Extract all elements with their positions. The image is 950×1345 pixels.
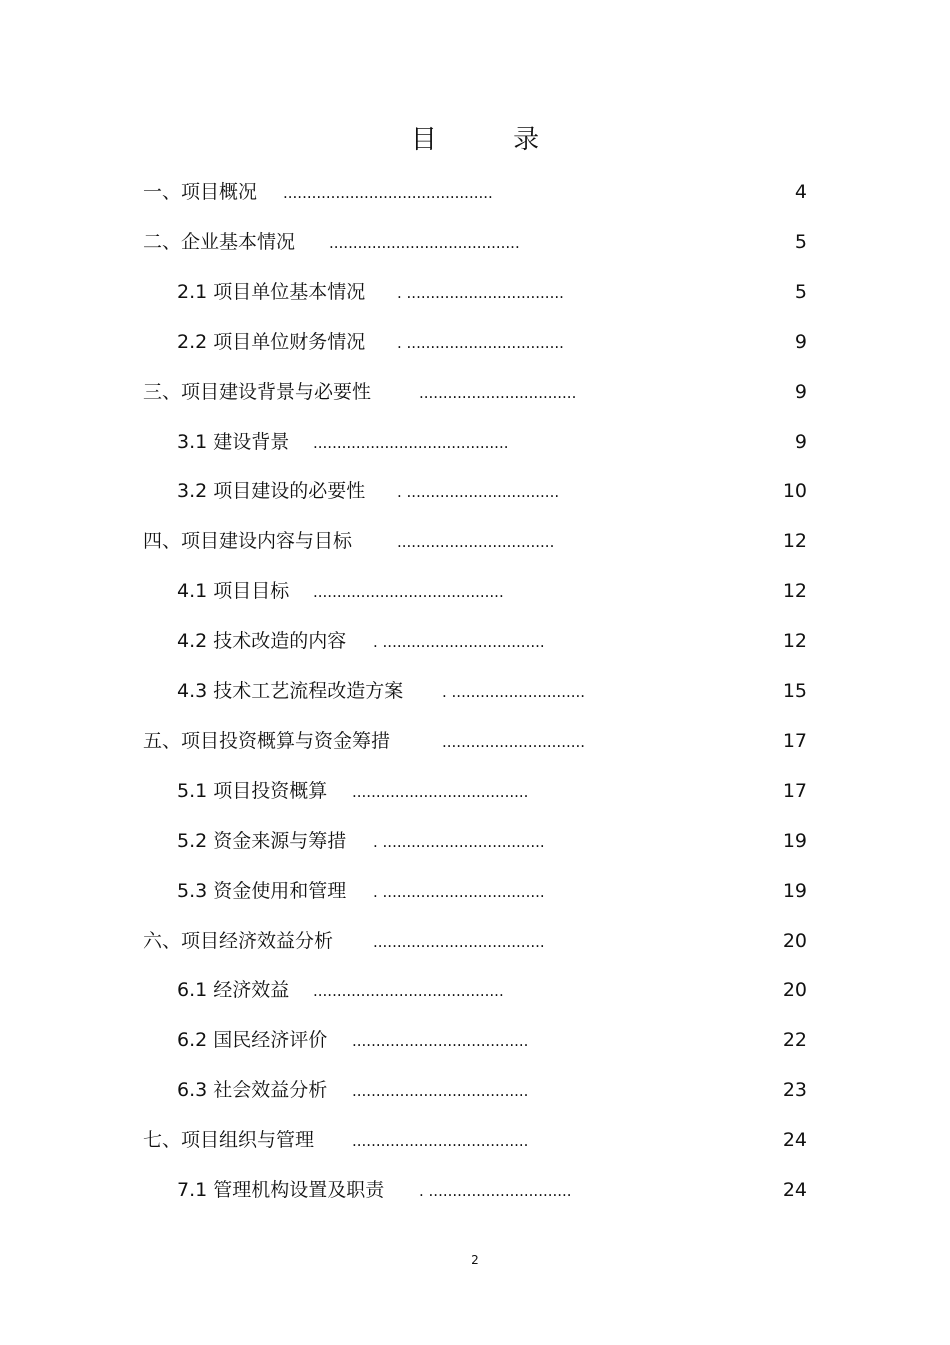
toc-entry-leader: ............................................ (283, 184, 493, 202)
toc-entry-page: 17 (782, 779, 807, 802)
toc-entry-label: 4.2 技术改造的内容 (177, 630, 347, 653)
toc-entry-leader: ........................................ (329, 233, 520, 252)
toc-entry[interactable] (0, 327, 950, 357)
toc-entry-page: 20 (782, 979, 807, 1002)
toc-entry[interactable] (0, 576, 950, 606)
toc-entry-label: 7.1 管理机构设置及职责 (177, 1179, 385, 1201)
toc-entry-leader: ..................................... (352, 1032, 529, 1051)
toc-entry-page: 20 (782, 929, 807, 952)
toc-entry-leader: . ............................ (442, 683, 586, 701)
toc-entry[interactable] (0, 526, 950, 556)
toc-entry-page: 12 (782, 530, 807, 553)
toc-entry-leader: ..................................... (352, 1132, 529, 1151)
toc-entry-label: 一、项目概况 (143, 181, 258, 203)
toc-entry[interactable] (0, 277, 950, 307)
toc-entry-leader: . .................................. (373, 832, 545, 851)
toc-entry-page: 19 (782, 879, 807, 902)
toc-entry[interactable] (0, 826, 950, 856)
toc-entry[interactable] (0, 1175, 950, 1205)
toc-title: 目 录 (410, 125, 574, 155)
toc-entry-label: 二、企业基本情况 (143, 230, 296, 253)
toc-entry-label: 四、项目建设内容与目标 (143, 530, 353, 553)
toc-entry-label: 五、项目投资概算与资金筹措 (143, 729, 391, 752)
toc-entry-page: 12 (782, 580, 807, 603)
toc-entry[interactable] (0, 926, 950, 956)
toc-entry-page: 4 (794, 181, 807, 203)
toc-entry-leader: . .................................. (373, 882, 545, 901)
toc-entry-page: 5 (794, 230, 807, 253)
toc-entry-leader: . ................................. (397, 283, 564, 302)
toc-entry[interactable] (0, 177, 950, 207)
toc-entry-page: 15 (782, 680, 807, 702)
toc-entry[interactable] (0, 1125, 950, 1155)
toc-entry[interactable] (0, 876, 950, 906)
toc-entry[interactable] (0, 676, 950, 706)
toc-entry-label: 4.3 技术工艺流程改造方案 (177, 680, 404, 702)
toc-entry-page: 9 (794, 430, 807, 453)
toc-entry[interactable] (0, 1075, 950, 1105)
toc-entry-leader: . ................................ (397, 483, 560, 502)
toc-entry-leader: . ................................. (397, 333, 564, 352)
toc-entry-leader: ................................. (419, 383, 577, 402)
toc-entry[interactable] (0, 1025, 950, 1055)
toc-entry-page: 17 (782, 729, 807, 752)
toc-entry[interactable] (0, 975, 950, 1005)
toc-entry-page: 24 (782, 1179, 807, 1201)
toc-entry-leader: ......................................... (313, 433, 509, 452)
toc-entry[interactable] (0, 227, 950, 257)
toc-entry-label: 6.2 国民经济评价 (177, 1029, 328, 1052)
toc-entry[interactable] (0, 626, 950, 656)
toc-entry-leader: . .................................. (373, 633, 545, 652)
toc-entry-leader: ..................................... (352, 1082, 529, 1101)
page-number: 2 (471, 1253, 479, 1267)
toc-entry[interactable] (0, 476, 950, 506)
toc-entry-page: 5 (794, 280, 807, 303)
toc-entry-page: 19 (782, 829, 807, 852)
toc-entry[interactable] (0, 377, 950, 407)
toc-entry-label: 三、项目建设背景与必要性 (143, 380, 372, 403)
toc-entry-leader: . .............................. (419, 1182, 572, 1200)
toc-entry-label: 2.2 项目单位财务情况 (177, 330, 366, 353)
toc-entry-label: 5.2 资金来源与筹措 (177, 829, 347, 852)
toc-entry-leader: ..................................... (352, 782, 529, 801)
toc-entry-label: 6.1 经济效益 (177, 979, 290, 1002)
toc-entry-page: 12 (782, 630, 807, 653)
toc-entry-label: 6.3 社会效益分析 (177, 1079, 328, 1102)
toc-entry-label: 5.1 项目投资概算 (177, 779, 328, 802)
toc-entry-leader: .................................... (373, 932, 545, 951)
toc-entry-page: 22 (782, 1029, 807, 1052)
toc-entry-page: 9 (794, 380, 807, 403)
toc-entry-leader: ................................. (397, 533, 555, 552)
toc-entry[interactable] (0, 776, 950, 806)
toc-entry-label: 3.1 建设背景 (177, 430, 290, 453)
toc-entry[interactable] (0, 726, 950, 756)
toc-entry-leader: ........................................ (313, 982, 504, 1001)
toc-entry-label: 3.2 项目建设的必要性 (177, 480, 366, 503)
toc-entry-page: 10 (782, 480, 807, 503)
toc-entry-leader: ........................................ (313, 583, 504, 602)
toc-entry-page: 9 (794, 330, 807, 353)
toc-entry-leader: .............................. (442, 732, 586, 751)
toc-entry-label: 2.1 项目单位基本情况 (177, 280, 366, 303)
toc-entry-label: 4.1 项目目标 (177, 580, 290, 603)
toc-entry-label: 5.3 资金使用和管理 (177, 879, 347, 902)
toc-entry[interactable] (0, 427, 950, 457)
toc-entry-label: 七、项目组织与管理 (143, 1129, 315, 1152)
toc-entry-page: 24 (782, 1129, 807, 1152)
toc-entry-label: 六、项目经济效益分析 (143, 929, 334, 952)
toc-entry-page: 23 (782, 1079, 807, 1102)
